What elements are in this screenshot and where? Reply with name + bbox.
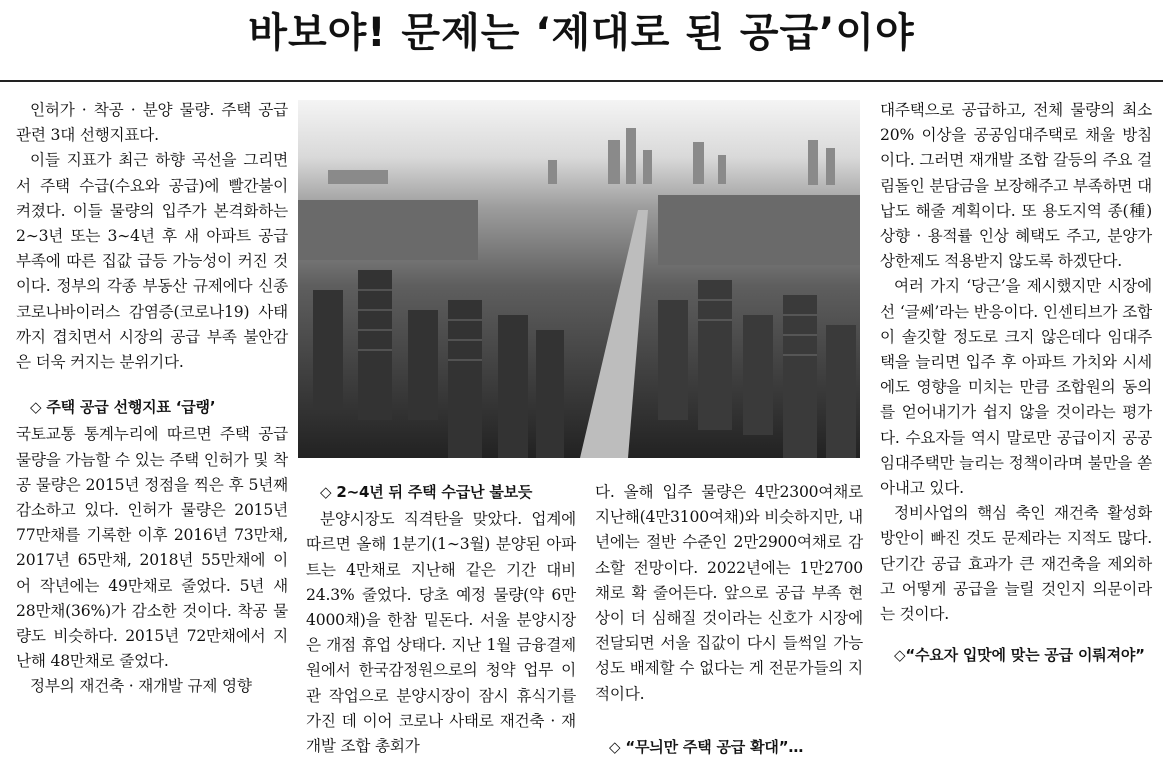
col1-paragraph-3: 국토교통 통계누리에 따르면 주택 공급 물량을 가늠할 수 있는 주택 인허가 및 착공 물량은 2015년 정점을 찍은 후 5년째 감소하고 있다. 인허가 물량은 2015년 77만채를 기록한 이후 2016년 73만채, 2017년 65만채, 2018년 55만채에 이어 작년에는 49만채로 줄었다. 5년 새 28만채(36%)가 감소한 것이다. 착공 물량도 비슷하다. 2015년 72만채에서 지난해 48만채로 줄었다. bbox=[16, 425, 288, 671]
col2-paragraph-1: 분양시장도 직격탄을 맞았다. 업계에 따르면 올해 1분기(1∼3월) 분양된 아파트는 4만채로 지난해 같은 기간 대비 24.3% 줄었다. 당초 예정 물량(약 6만4000채)을 한참 밑돈다. 서울 분양시장은 개점 휴업 상태다. 지난 1월 금융결제원에서 한국감정원으로의 청약 업무 이관 작업으로 분양시장이 잠시 휴식기를 가진 데 이어 코로나 사태로 재건축 · 재개발 조합 총회가 bbox=[306, 510, 576, 756]
column-2 bbox=[306, 480, 576, 759]
column-4 bbox=[880, 98, 1152, 670]
col3-paragraph-1: 다. 올해 입주 물량은 4만2300여채로 지난해(4만3100여채)와 비슷하지만, 내년에는 절반 수준인 2만2900여채로 감소할 전망이다. 2022년에는 1만2700채로 확 줄어든다. 앞으로 공급 부족 현상이 더 심해질 것이라는 신호가 시장에 전달되면 서울 집값이 다시 들썩일 가능성도 배제할 수 없다는 게 전문가들의 지적이다. bbox=[595, 483, 863, 703]
col1-subheading: ◇ 주택 공급 선행지표 ‘급랭’ bbox=[30, 398, 216, 417]
col4-paragraph-2: 여러 가지 ‘당근’을 제시했지만 시장에선 ‘글쎄’라는 반응이다. 인센티브가 조합이 솔깃할 정도로 크지 않은데다 임대주택을 늘리면 입주 후 아파트 가치와 시세에도 영향을 미치는 만큼 조합원의 동의를 얻어내기가 쉽지 않을 것이라는 평가다. 수요자들 역시 말로만 공급이지 공공 임대주택만 늘리는 정책이라며 불만을 쏟아내고 있다. bbox=[880, 277, 1152, 498]
headline-rule bbox=[0, 80, 1163, 82]
col4-subheading: ◇“수요자 입맛에 맞는 공급 이뤄져야” bbox=[894, 646, 1145, 665]
col1-paragraph-2: 이들 지표가 최근 하향 곡선을 그리면서 주택 수급(수요와 공급)에 빨간불이 켜졌다. 이들 물량의 입주가 본격화하는 2∼3년 또는 3∼4년 후 새 아파트 공급 부족에 따른 집값 급등 가능성이 커진 것이다. 정부의 각종 부동산 규제에다 신종 코로나바이러스 감염증(코로나19) 사태까지 겹치면서 시장의 공급 부족 불안감은 더욱 커지는 분위기다. bbox=[16, 151, 288, 372]
aerial-apartment-city-photo bbox=[298, 100, 860, 458]
col3-subheading: ◇ “무늬만 주택 공급 확대”… bbox=[609, 737, 804, 756]
col1-paragraph-1: 인허가 · 착공 · 분양 물량. 주택 공급 관련 3대 선행지표다. bbox=[16, 101, 288, 145]
col1-paragraph-4: 정부의 재건축 · 재개발 규제 영향 bbox=[30, 677, 252, 696]
col2-subheading: ◇ 2∼4년 뒤 주택 수급난 불보듯 bbox=[320, 483, 533, 501]
col4-paragraph-3: 정비사업의 핵심 축인 재건축 활성화 방안이 빠진 것도 문제라는 지적도 많다. 단기간 공급 효과가 큰 재건축을 제외하고 어떻게 공급을 늘릴 것인지 의문이라는 것이다. bbox=[880, 504, 1152, 624]
column-3 bbox=[595, 480, 863, 762]
col4-paragraph-1: 대주택으로 공급하고, 전체 물량의 최소 20% 이상을 공공임대주택로 채울 방침이다. 그러면 재개발 조합 갈등의 주요 걸림돌인 분담금을 보장해주고 부족하면 대납도 해줄 계획이다. 또 용도지역 종(種) 상향 · 용적률 인상 혜택도 주고, 분양가상한제도 적용받지 않도록 하겠단다. bbox=[880, 101, 1152, 271]
aerial-city-illustration bbox=[298, 100, 860, 458]
headline: 바보야! 문제는 ‘제대로 된 공급’이야 bbox=[248, 10, 915, 56]
column-1 bbox=[16, 98, 288, 700]
